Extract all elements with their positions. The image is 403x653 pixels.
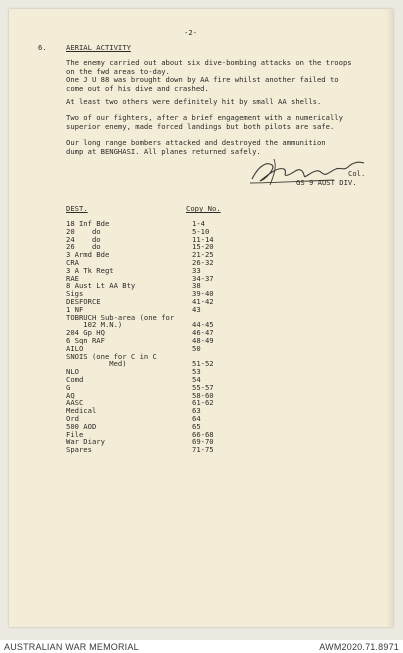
distribution-dest: 26 do (66, 242, 101, 252)
section-number: 6. (38, 43, 47, 52)
distribution-copy-no: 50 (192, 343, 201, 353)
footer-bar (0, 640, 403, 653)
distribution-dest: NLO (66, 367, 79, 377)
distribution-copy-no: 55-57 (192, 382, 214, 392)
signature-title: GS 9 AUST DIV. (296, 178, 357, 187)
distribution-copy-no: 33 (192, 265, 201, 275)
distribution-header-copy: Copy No. (186, 204, 221, 213)
paragraph-fighters: Two of our fighters, after a brief engagement with a numerically superior enemy, made forced landings but both pilots are safe. (66, 113, 343, 131)
distribution-dest: 24 do (66, 234, 101, 244)
distribution-dest: 6 Sqn RAF (66, 336, 105, 345)
distribution-copy-no: 44-45 (192, 320, 214, 330)
distribution-copy-no: 48-49 (192, 336, 214, 345)
distribution-copy-no: 64 (192, 414, 201, 423)
distribution-copy-no: 34-37 (192, 273, 214, 283)
distribution-copy-no: 15-20 (192, 242, 214, 252)
distribution-dest: Med) (66, 359, 127, 369)
distribution-copy-no: 66-68 (192, 429, 214, 439)
distribution-copy-no: 61-62 (192, 398, 214, 408)
distribution-copy-no: 53 (192, 367, 201, 377)
distribution-copy-no: 38 (192, 281, 201, 291)
distribution-dest: G (66, 382, 71, 392)
distribution-dest: 102 M.N.) (66, 320, 123, 330)
distribution-dest: Medical (66, 406, 97, 416)
distribution-copy-no: 1-4 (192, 219, 205, 228)
distribution-copy-no: 51-52 (192, 359, 214, 369)
distribution-copy-no: 46-47 (192, 328, 214, 338)
paper-edge (386, 9, 393, 627)
distribution-dest: Sigs (66, 289, 84, 299)
distribution-copy-no: 39-40 (192, 289, 214, 299)
distribution-dest: AQ (66, 390, 75, 400)
distribution-dest: 1 NF (66, 304, 84, 314)
distribution-dest: 3 Armd Bde (66, 250, 110, 260)
distribution-copy-no: 41-42 (192, 297, 214, 306)
signature-rank: Col. (348, 169, 366, 178)
distribution-copy-no: 26-32 (192, 258, 214, 267)
distribution-dest: AILO (66, 343, 84, 353)
paragraph-bombers: Our long range bombers attacked and destroyed the ammunition dump at BENGHASI. All planes returned safely. (66, 138, 326, 156)
distribution-copy-no: 63 (192, 406, 201, 416)
distribution-copy-no: 65 (192, 421, 201, 431)
distribution-copy-no: 69-70 (192, 437, 214, 447)
distribution-copy-no: 58-60 (192, 390, 214, 400)
distribution-copy-no: 5-10 (192, 226, 210, 236)
distribution-dest: Ord (66, 414, 79, 423)
distribution-header-dest: DEST. (66, 204, 88, 213)
distribution-dest: TOBRUCH Sub-area (one for (66, 312, 175, 322)
distribution-copy-no: 54 (192, 375, 201, 384)
distribution-dest: 20 do (66, 226, 101, 236)
distribution-dest: RAE (66, 273, 79, 283)
footer-accession-number: AWM2020.71.8971 (319, 642, 399, 652)
distribution-dest: 18 Inf Bde (66, 219, 110, 228)
distribution-dest: Comd (66, 375, 84, 384)
distribution-dest: 204 Gp HQ (66, 328, 105, 338)
distribution-copy-no: 11-14 (192, 234, 214, 244)
distribution-dest: CRA (66, 258, 79, 267)
distribution-dest: AASC (66, 398, 84, 408)
distribution-dest: File (66, 429, 84, 439)
distribution-copy-no: 43 (192, 304, 201, 314)
section-title: AERIAL ACTIVITY (66, 43, 131, 52)
distribution-dest: 3 A Tk Regt (66, 265, 114, 275)
distribution-dest: War Diary (66, 437, 105, 447)
paragraph-dive-bombing: The enemy carried out about six dive-bombing attacks on the troops on the fwd areas to-day. One J U 88 was brought down by AA fire whilst another failed to come out of his dive and crashed. (66, 58, 352, 93)
footer-institution: AUSTRALIAN WAR MEMORIAL (4, 642, 139, 652)
distribution-copy-no: 21-25 (192, 250, 214, 260)
distribution-dest: 500 AOD (66, 421, 97, 431)
distribution-dest: Spares (66, 445, 92, 455)
distribution-copy-no: 71-75 (192, 445, 214, 455)
distribution-dest: SNOIS (one for C in C (66, 351, 157, 361)
page-number: -2- (184, 28, 197, 37)
paragraph-aa-shells: At least two others were definitely hit by small AA shells. (66, 97, 322, 106)
distribution-row (66, 446, 326, 455)
distribution-dest: DESFORCE (66, 297, 101, 306)
distribution-dest: 8 Aust Lt AA Bty (66, 281, 136, 291)
